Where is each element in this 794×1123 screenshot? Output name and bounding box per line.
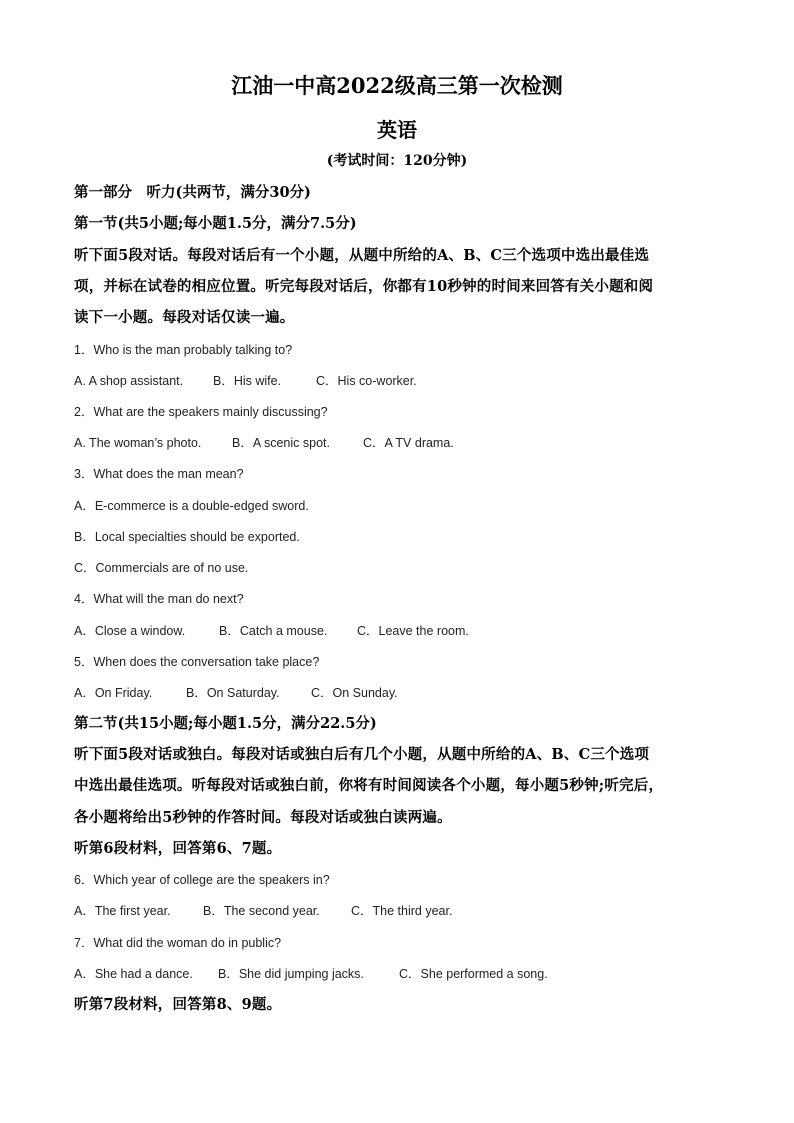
option-b: B．Catch a mouse. bbox=[219, 624, 328, 638]
section2-instruction-line: 听下面5段对话或独白。每段对话或独白后有几个小题，从题中所给的A、B、C三个选项 bbox=[74, 746, 650, 763]
option-c: C．Leave the room. bbox=[357, 624, 469, 638]
option-a: A. A shop assistant. bbox=[74, 374, 184, 388]
section1-instruction-line: 读下一小题。每段对话仅读一遍。 bbox=[74, 309, 295, 326]
question-7-options bbox=[74, 964, 548, 982]
question-2-stem: 2．What are the speakers mainly discussing? bbox=[74, 405, 328, 419]
section2-heading: 第二节(共15小题;每小题1.5分，满分22.5分) bbox=[74, 715, 377, 732]
option-c: C．She performed a song. bbox=[399, 967, 548, 981]
option-b: B．On Saturday. bbox=[186, 686, 280, 700]
section2-instruction-line: 各小题将给出5秒钟的作答时间。每段对话或独白读两遍。 bbox=[74, 809, 452, 826]
option-a: A．She had a dance. bbox=[74, 967, 193, 981]
option-c: C．The third year. bbox=[351, 904, 453, 918]
option-c: C．A TV drama. bbox=[363, 436, 454, 450]
option-a: A．The first year. bbox=[74, 904, 171, 918]
subject-title: 英语 bbox=[377, 118, 417, 142]
section1-instruction-line: 项，并标在试卷的相应位置。听完每段对话后，你都有10秒钟的时间来回答有关小题和阅 bbox=[74, 278, 654, 295]
option-b: B．She did jumping jacks. bbox=[218, 967, 364, 981]
question-5-stem: 5．When does the conversation take place? bbox=[74, 655, 320, 669]
question-4-stem: 4．What will the man do next? bbox=[74, 592, 244, 606]
option-b: B．His wife. bbox=[213, 374, 282, 388]
section1-heading: 第一节(共5小题;每小题1.5分，满分7.5分) bbox=[74, 215, 357, 232]
question-6-stem: 6．Which year of college are the speakers in? bbox=[74, 873, 330, 887]
material-6-label: 听第6段材料，回答第6、7题。 bbox=[74, 840, 282, 857]
question-3-stem: 3．What does the man mean? bbox=[74, 467, 244, 481]
question-3-option-a: A．E-commerce is a double-edged sword. bbox=[74, 499, 309, 513]
exam-title: 江油一中高2022级高三第一次检测 bbox=[231, 73, 563, 98]
question-6-options bbox=[74, 901, 452, 919]
question-3-option-b: B．Local specialties should be exported. bbox=[74, 530, 300, 544]
question-2-options bbox=[74, 433, 454, 451]
material-7-label: 听第7段材料，回答第8、9题。 bbox=[74, 996, 282, 1013]
question-5-options bbox=[74, 683, 398, 701]
question-3-option-c: C．Commercials are of no use. bbox=[74, 561, 249, 575]
option-a: A. The woman’s photo. bbox=[74, 436, 202, 450]
section1-instruction-line: 听下面5段对话。每段对话后有一个小题，从题中所给的A、B、C三个选项中选出最佳选 bbox=[74, 247, 650, 264]
part1-heading: 第一部分 听力(共两节，满分30分) bbox=[74, 184, 311, 201]
option-c: C．His co-worker. bbox=[316, 374, 417, 388]
option-c: C．On Sunday. bbox=[311, 686, 398, 700]
question-1-stem: 1．Who is the man probably talking to? bbox=[74, 343, 293, 357]
option-b: B．A scenic spot. bbox=[232, 436, 330, 450]
question-4-options bbox=[74, 621, 469, 639]
exam-time: (考试时间：120分钟) bbox=[326, 153, 468, 169]
question-7-stem: 7．What did the woman do in public? bbox=[74, 936, 282, 950]
question-1-options bbox=[74, 371, 417, 389]
section2-instruction-line: 中选出最佳选项。听每段对话或独白前，你将有时间阅读各个小题，每小题5秒钟;听完后， bbox=[74, 777, 664, 794]
option-b: B．The second year. bbox=[203, 904, 320, 918]
option-a: A．On Friday. bbox=[74, 686, 153, 700]
option-a: A．Close a window. bbox=[74, 624, 186, 638]
